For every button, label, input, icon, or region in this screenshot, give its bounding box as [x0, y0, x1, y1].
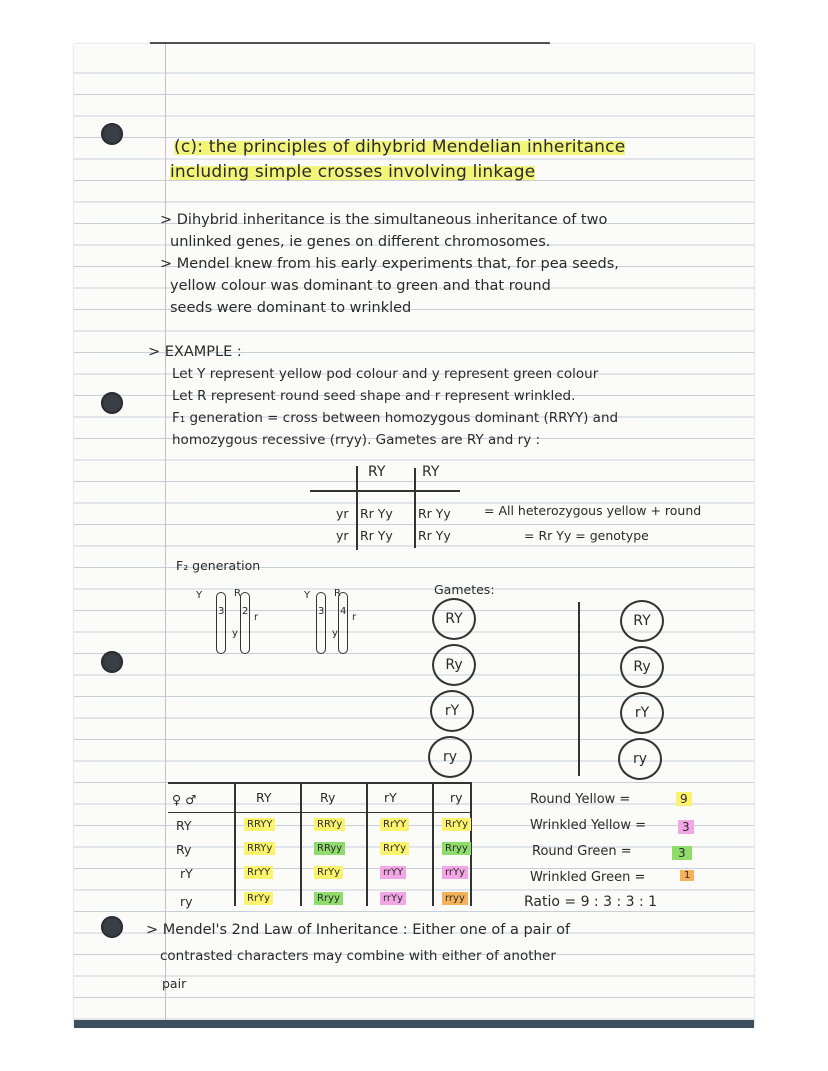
margin-line [165, 44, 166, 1027]
f1-note-2: = Rr Yy = genotype [524, 528, 649, 543]
bullet-2-line-1: > Mendel knew from his early experiments that, for pea seeds, [160, 256, 619, 272]
punnett-col-header: Ry [320, 790, 336, 805]
punnett-col-header: ry [450, 790, 463, 805]
result-wrinkled-yellow-label: Wrinkled Yellow = [530, 818, 647, 833]
desk-surface [74, 1020, 754, 1028]
punnett-cell: rrYy [442, 866, 468, 879]
punch-hole [101, 916, 123, 938]
punnett-gridline [300, 782, 302, 906]
chromosome-number: 3 [318, 606, 325, 617]
punnett-corner: ♀ ♂ [172, 792, 197, 807]
result-wrinkled-green-value: 1 [680, 870, 694, 881]
punch-hole [101, 651, 123, 673]
chromosome [216, 592, 226, 654]
punnett-row-header: ry [180, 894, 193, 909]
punnett-gridline [168, 812, 470, 813]
gamete-circle: Ry [432, 644, 476, 686]
f1-cell: Rr Yy [360, 528, 393, 543]
chromosome [316, 592, 326, 654]
punnett-row-header: Ry [176, 842, 192, 857]
allele-label: Y [196, 590, 203, 601]
bullet-2-line-3: seeds were dominant to wrinkled [170, 300, 412, 316]
punnett-gridline [234, 782, 236, 906]
allele-label: y [332, 628, 338, 639]
punnett-cell: rryy [442, 892, 468, 905]
chromosome-number: 3 [218, 606, 225, 617]
ratio-text: Ratio = 9 : 3 : 3 : 1 [524, 894, 658, 910]
punnett-col-header: RY [256, 790, 272, 805]
punnett-cell: RrYY [380, 818, 409, 831]
punnett-cell: RrYy [380, 842, 409, 855]
punnett-cell: RRyy [314, 842, 345, 855]
f1-row-header-2: yr [336, 528, 349, 543]
chromosome [338, 592, 348, 654]
gamete-circle: rY [620, 692, 664, 734]
punnett-row-header: rY [180, 866, 193, 881]
punnett-cell: RrYY [244, 866, 273, 879]
result-round-green-value: 3 [672, 846, 692, 860]
result-wrinkled-yellow-value: 3 [678, 820, 694, 834]
f1-col-header-1: RY [368, 464, 386, 480]
example-line-2: Let R represent round seed shape and r represent wrinkled. [172, 388, 576, 404]
gamete-circle: RY [432, 598, 476, 640]
allele-label: r [254, 612, 259, 623]
chromosome-number: 4 [340, 606, 347, 617]
gamete-circle: RY [620, 600, 664, 642]
f1-cell: Rr Yy [418, 528, 451, 543]
punnett-gridline [366, 782, 368, 906]
gamete-circle: ry [428, 736, 472, 778]
punnett-cell: RRYy [314, 818, 345, 831]
f2-label: F₂ generation [176, 558, 261, 573]
f1-divider [310, 490, 460, 492]
punnett-col-header: rY [384, 790, 397, 805]
punnett-row-header: RY [176, 818, 192, 833]
punnett-cell: rrYy [380, 892, 406, 905]
gamete-circle: ry [618, 738, 662, 780]
law-line-2: contrasted characters may combine with either of another [160, 948, 556, 964]
punnett-gridline [432, 782, 434, 906]
result-round-yellow-value: 9 [676, 792, 692, 806]
allele-label: r [352, 612, 357, 623]
punnett-cell: RrYy [442, 818, 471, 831]
punnett-cell: rrYY [380, 866, 406, 879]
bullet-1-line-2: unlinked genes, ie genes on different chromosomes. [170, 234, 551, 250]
punnett-cell: Rryy [442, 842, 471, 855]
f1-divider [414, 468, 416, 548]
gamete-circle: rY [430, 690, 474, 732]
punch-hole [101, 123, 123, 145]
chromosome [240, 592, 250, 654]
example-heading: > EXAMPLE : [148, 344, 242, 360]
punnett-cell: RrYy [314, 866, 343, 879]
f1-col-header-2: RY [422, 464, 440, 480]
f1-note-1: = All heterozygous yellow + round [484, 503, 702, 518]
punch-hole [101, 392, 123, 414]
law-line-1: > Mendel's 2nd Law of Inheritance : Either one of a pair of [146, 922, 571, 938]
gametes-label: Gametes: [434, 582, 495, 597]
result-round-yellow-label: Round Yellow = [530, 792, 631, 807]
punnett-cell: RrYy [244, 892, 273, 905]
f1-divider [356, 466, 358, 550]
example-line-1: Let Y represent yellow pod colour and y represent green colour [172, 366, 599, 382]
law-line-3: pair [162, 976, 187, 991]
f1-cell: Rr Yy [418, 506, 451, 521]
punnett-cell: Rryy [314, 892, 343, 905]
bullet-1-line-1: > Dihybrid inheritance is the simultaneous inheritance of two [160, 212, 608, 228]
f1-cell: Rr Yy [360, 506, 393, 521]
allele-label: Y [304, 590, 311, 601]
allele-label: R [334, 588, 341, 599]
result-round-green-label: Round Green = [532, 844, 632, 859]
example-line-3: F₁ generation = cross between homozygous dominant (RRYY) and [172, 410, 619, 426]
punnett-cell: RRYy [244, 842, 275, 855]
allele-label: y [232, 628, 238, 639]
punnett-gridline [168, 782, 470, 784]
allele-label: R [234, 588, 241, 599]
bullet-2-line-2: yellow colour was dominant to green and that round [170, 278, 551, 294]
chromosome-number: 2 [242, 606, 249, 617]
title-line-1: (c): the principles of dihybrid Mendelian inheritance [174, 137, 626, 157]
example-line-4: homozygous recessive (rryy). Gametes are RY and ry : [172, 432, 541, 448]
punnett-cell: RRYY [244, 818, 275, 831]
result-wrinkled-green-label: Wrinkled Green = [530, 870, 646, 885]
f1-row-header-1: yr [336, 506, 349, 521]
gamete-divider [578, 602, 580, 776]
gamete-circle: Ry [620, 646, 664, 688]
title-line-2: including simple crosses involving linkage [170, 162, 536, 182]
